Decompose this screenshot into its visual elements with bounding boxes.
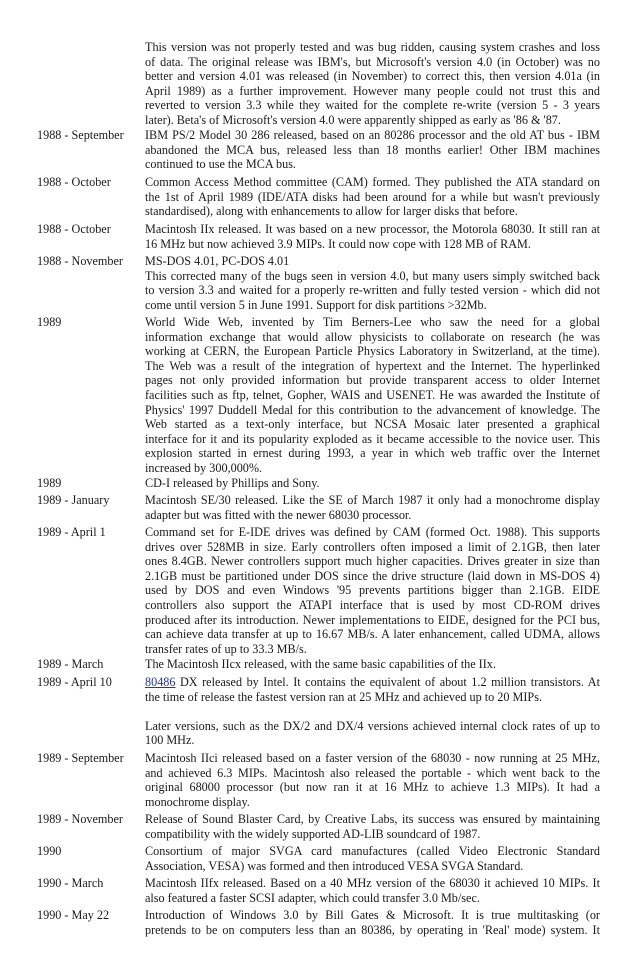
description-line: Macintosh SE/30 released. Like the SE of March 1987 it only had a monochrome display xyxy=(145,493,600,507)
entry-description xyxy=(145,128,600,172)
description-line: produced after its introduction. Newer implementations to EIDE, designed for the PCI bus, xyxy=(145,612,600,627)
description-line: transfer rates of up to 33.3 MB/s. xyxy=(145,641,307,656)
description-line: pages not only provided information but provide transparent access to older Internet xyxy=(145,373,600,388)
entry-date: 1989 - April 10 xyxy=(37,675,112,689)
description-line: explosion started in ernest during 1993, a year in which web traffic over the Internet xyxy=(145,446,600,461)
description-line: Common Access Method committee (CAM) formed. They published the ATA standard on xyxy=(145,175,600,189)
description-line: MS-DOS 4.01, PC-DOS 4.01 xyxy=(145,254,290,268)
description-line: This corrected many of the bugs seen in version 4.0, but many users simply switched back xyxy=(145,268,600,283)
description-line: Consortium of major SVGA card manufactures (called Video Electronic Standard xyxy=(145,844,600,858)
entry-description xyxy=(145,675,600,748)
description-line: the 1st of April 1989 (IDE/ATA disks had been around for a while but wasn't previously xyxy=(145,189,600,204)
entry-date: 1989 - April 1 xyxy=(37,525,106,539)
entry-date: 1988 - October xyxy=(37,222,111,236)
entry-date: 1990 - March xyxy=(37,876,104,890)
description-line: 2.1GB must be partitioned under DOS since the drive structure (laid down in MS-DOS 4) xyxy=(145,568,600,583)
description-line: increased by 300,000%. xyxy=(145,460,263,475)
entry-description xyxy=(145,525,600,656)
description-line: to version 3.3 and waited for a properly re-written and fully tested version - which did not xyxy=(145,283,600,298)
description-line: World Wide Web, invented by Tim Berners-Lee who saw the need for a global xyxy=(145,315,600,329)
description-line: used by DOS and even Windows '95 prevents partitions bigger than 2.1GB. EIDE xyxy=(145,583,600,598)
description-line: This version was not properly tested and was bug ridden, causing system crashes and loss xyxy=(145,40,600,54)
entry-description xyxy=(145,476,600,491)
description-line: Macintosh IIfx released. Based on a 40 MHz version of the 68030 it achieved 10 MIPs. It xyxy=(145,876,600,890)
entry-description xyxy=(145,908,600,937)
description-line: Web started as a text-only interface, but NCSA Mosaic later presented a graphical xyxy=(145,417,600,432)
processor-link[interactable]: 80486 xyxy=(145,675,176,689)
description-line: Macintosh IIci released based on a faster version of the 68030 - now running at 25 MHz, xyxy=(145,751,600,765)
entry-date: 1989 - March xyxy=(37,657,104,671)
description-line: Macintosh IIx released. It was based on a new processor, the Motorola 68030. It still ran at xyxy=(145,222,600,236)
description-line: and achieved 6.3 MIPs. Macintosh also released the portable - which went back to the xyxy=(145,765,600,780)
description-line: better and version 4.01 was released (in November) to correct this, then version 4.01a (in xyxy=(145,69,600,84)
description-line: the time of release the fastest version ran at 25 MHz and achieved up to 20 MIPs. xyxy=(145,689,542,704)
entry-description xyxy=(145,812,600,841)
description-line: compatibility with the widely supported AD-LIB soundcard of 1987. xyxy=(145,826,481,841)
entry-date: 1989 - September xyxy=(37,751,124,765)
entry-date: 1990 - May 22 xyxy=(37,908,110,922)
entry-date: 1989 xyxy=(37,476,62,490)
entry-description xyxy=(145,876,600,905)
description-line: come until version 5 in June 1991. Support for disk partitions >32Mb. xyxy=(145,297,487,312)
description-line: later). Beta's of Microsoft's version 4.0 were apparently shipped as early as '86 & '87. xyxy=(145,112,561,127)
entry-description xyxy=(145,657,600,672)
description-line: drives over 528MB in size. Early controllers often imposed a limit of 2.1GB, then later xyxy=(145,539,600,554)
entry-date: 1989 - November xyxy=(37,812,123,826)
description-line: Introduction of Windows 3.0 by Bill Gates & Microsoft. It is true multitasking (or xyxy=(145,908,600,922)
entry-description xyxy=(145,493,600,522)
entry-description xyxy=(145,844,600,873)
description-line: Later versions, such as the DX/2 and DX/4 versions achieved internal clock rates of up to xyxy=(145,718,600,733)
entry-date: 1988 - November xyxy=(37,254,123,268)
description-line: working at CERN, the European Particle Physics Laboratory in Switzerland, at the time). xyxy=(145,344,600,359)
description-line: pretends to be on computers less than an 80386, by operating in 'Real' mode) system. It xyxy=(145,922,600,937)
entry-description xyxy=(145,222,600,251)
description-line: 100 MHz. xyxy=(145,733,195,748)
entry-date: 1989 xyxy=(37,315,62,329)
description-line: reverted to version 3.3 while they waited for the complete re-write (version 5 - 3 years xyxy=(145,98,600,113)
entry-description xyxy=(145,751,600,809)
description-line: facilities such as ftp, telnet, Gopher, WAIS and USENET. He was awarded the Institute of xyxy=(145,387,600,402)
description-line: CD-I released by Phillips and Sony. xyxy=(145,476,320,490)
description-line: IBM PS/2 Model 30 286 released, based on an 80286 processor and the old AT bus - IBM xyxy=(145,128,600,142)
entry-date: 1988 - October xyxy=(37,175,111,189)
entry-description xyxy=(145,315,600,476)
description-line: also featured a faster SCSI adapter, which could transfer 3.0 Mb/sec. xyxy=(145,890,480,905)
description-line: monochrome display. xyxy=(145,794,250,809)
description-line xyxy=(145,675,600,690)
description-line: Release of Sound Blaster Card, by Creative Labs, its success was ensured by maintaining xyxy=(145,812,600,826)
description-line: Physics' 1997 Duddell Medal for this contribution to the advancement of knowledge. The xyxy=(145,402,600,417)
description-line: Association, VESA) was formed and then introduced VESA SVGA Standard. xyxy=(145,858,524,873)
description-line: ones 8.4GB. Newer controllers support much higher capacities. Drives greater in size than xyxy=(145,554,600,569)
description-line-text: DX released by Intel. It contains the equivalent of about 1.2 million transistors. At xyxy=(175,675,600,689)
description-line: interface for it and its popularity exploded as it became accessible to the novice user. This xyxy=(145,431,600,446)
entry-date: 1989 - January xyxy=(37,493,110,507)
description-line: controllers also support the ATAPI interface that is used by most CD-ROM drives xyxy=(145,597,600,612)
description-line: Command set for E-IDE drives was defined by CAM (formed Oct. 1988). This supports xyxy=(145,525,600,539)
entry-description xyxy=(145,175,600,219)
description-line: can achieve data transfer at up to 16.67 MB/s. A later enhancement, called UDMA, allows xyxy=(145,627,600,642)
paragraph-gap xyxy=(145,704,600,719)
entry-date: 1990 xyxy=(37,844,62,858)
description-line: abandoned the MCA bus, released less than 18 months earlier! Other IBM machines xyxy=(145,142,600,157)
description-line: original 68000 processor (but now ran it at 16 MHz to achieve 1.3 MIPs). It had a xyxy=(145,780,600,795)
description-line: 16 MHz but now achieved 3.9 MIPs. It could now cope with 128 MB of RAM. xyxy=(145,236,531,251)
description-line: of data. The original release was IBM's, but Microsoft's version 4.0 (in October) was no xyxy=(145,54,600,69)
description-line: April 1989) as a further improvement. However many people could not trust this and xyxy=(145,83,600,98)
description-line: continued to use the MCA bus. xyxy=(145,157,296,172)
entry-description xyxy=(145,254,600,312)
description-line: information exchange that would allow physicists to collaborate on research (he was xyxy=(145,329,600,344)
description-line: adapter but was fitted with the newer 68030 processor. xyxy=(145,507,412,522)
description-line: The Web was a result of the integration of hypertext and the Internet. The hyperlinked xyxy=(145,358,600,373)
description-line: standardised), along with enhancements to allow for larger disks that before. xyxy=(145,204,518,219)
description-line: The Macintosh IIcx released, with the same basic capabilities of the IIx. xyxy=(145,657,496,671)
entry-date: 1988 - September xyxy=(37,128,124,142)
entry-description xyxy=(145,40,600,128)
